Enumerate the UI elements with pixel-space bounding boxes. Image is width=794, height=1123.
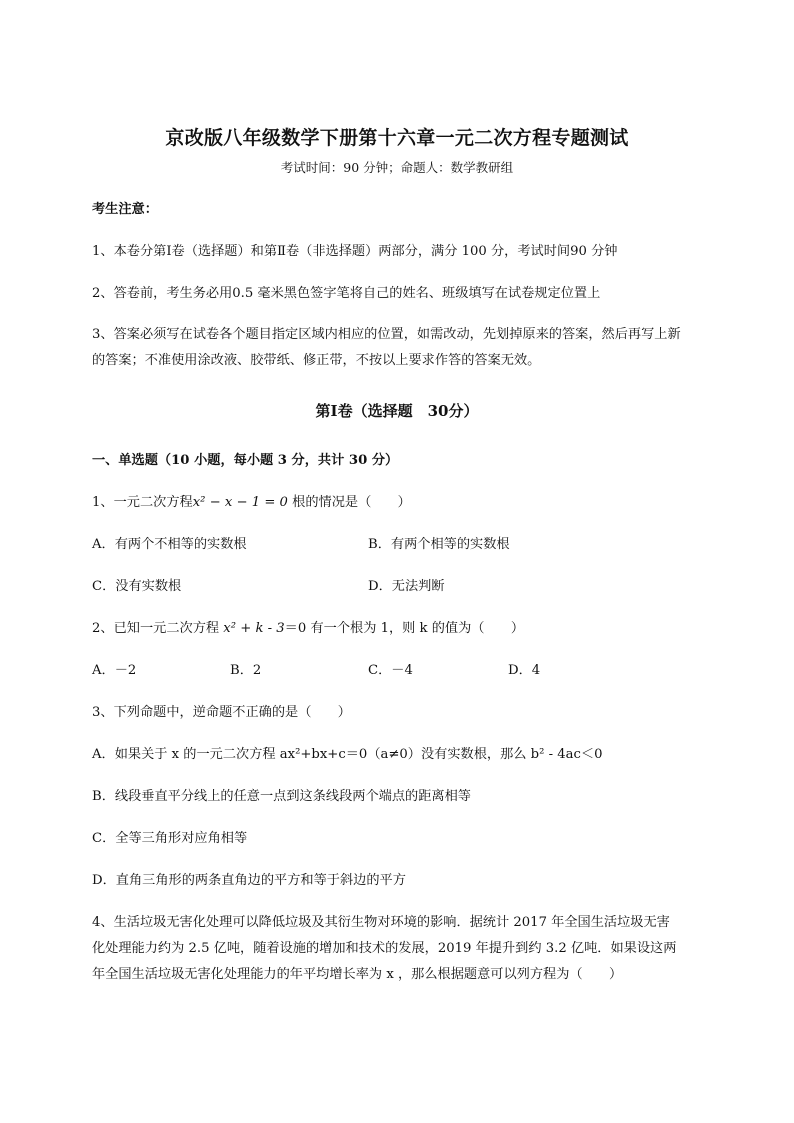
question-2-stem <box>92 620 524 638</box>
question-4-stem-line-3: 年全国生活垃圾无害化处理能力的年平均增长率为 x ，那么根据题意可以列方程为（ ） <box>92 967 623 982</box>
question-1-option-a[interactable]: A．有两个不相等的实数根 <box>92 537 247 552</box>
question-1-equation: x² − x − 1 = 0 <box>192 495 288 510</box>
question-1-stem <box>92 494 411 512</box>
page-title: 京改版八年级数学下册第十六章一元二次方程专题测试 <box>165 127 629 149</box>
notice-item-1: 1、本卷分第Ⅰ卷（选择题）和第Ⅱ卷（非选择题）两部分，满分 100 分，考试时间90 分钟 <box>92 244 618 259</box>
notice-item-3-cont: 的答案；不准使用涂改液、胶带纸、修正带，不按以上要求作答的答案无效。 <box>92 353 541 368</box>
question-2-option-d[interactable]: D．4 <box>508 663 541 678</box>
page-subtitle: 考试时间：90 分钟；命题人：数学教研组 <box>280 160 514 175</box>
question-4-stem-line-1: 4、生活垃圾无害化处理可以降低垃圾及其衍生物对环境的影响．据统计 2017 年全国生活垃圾无害 <box>92 915 670 930</box>
question-2-prefix: 2、已知一元二次方程 <box>92 621 224 636</box>
question-3-stem: 3、下列命题中，逆命题不正确的是（ ） <box>92 705 351 720</box>
question-2-option-c[interactable]: C．－4 <box>368 663 413 678</box>
question-3-option-b[interactable]: B．线段垂直平分线上的任意一点到这条线段两个端点的距离相等 <box>92 789 471 804</box>
notice-heading: 考生注意： <box>92 202 158 217</box>
section-title: 第Ⅰ卷（选择题 30分） <box>315 402 479 420</box>
question-2-option-b[interactable]: B．2 <box>230 663 262 678</box>
question-2-option-a[interactable]: A．－2 <box>92 663 137 678</box>
question-1-option-b[interactable]: B．有两个相等的实数根 <box>368 537 510 552</box>
notice-item-2: 2、答卷前，考生务必用0.5 毫米黑色签字笔将自己的姓名、班级填写在试卷规定位置上 <box>92 286 601 301</box>
question-2-suffix: ＝0 有一个根为 1，则 k 的值为（ ） <box>284 621 525 636</box>
question-1-option-d[interactable]: D．无法判断 <box>368 579 445 594</box>
part-heading: 一、单选题（10 小题，每小题 3 分，共计 30 分） <box>92 453 399 468</box>
question-1-option-c[interactable]: C．没有实数根 <box>92 579 182 594</box>
question-3-option-c[interactable]: C．全等三角形对应角相等 <box>92 831 248 846</box>
question-3-option-d[interactable]: D．直角三角形的两条直角边的平方和等于斜边的平方 <box>92 873 406 888</box>
question-2-equation: x² + k - 3 <box>223 621 285 636</box>
question-3-option-a[interactable]: A．如果关于 x 的一元二次方程 ax²+bx+c＝0（a≠0）没有实数根，那么 b² - 4ac＜0 <box>92 747 603 762</box>
notice-item-3: 3、答案必须写在试卷各个题目指定区域内相应的位置，如需改动，先划掉原来的答案，然后再写上新 <box>92 327 681 342</box>
question-4-stem-line-2: 化处理能力约为 2.5 亿吨，随着设施的增加和技术的发展，2019 年提升到约 3.2 亿吨．如果设这两 <box>92 941 677 956</box>
question-1-prefix: 1、一元二次方程 <box>92 495 193 510</box>
question-1-suffix: 根的情况是（ ） <box>287 495 411 510</box>
